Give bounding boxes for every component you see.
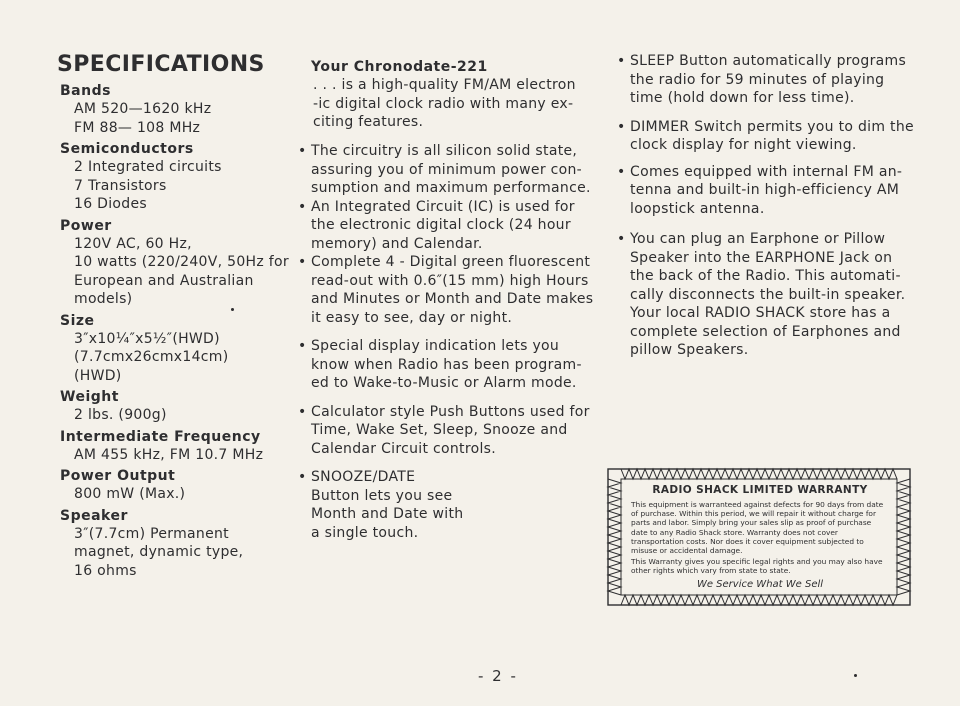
bullet-dot: • <box>298 338 307 354</box>
bullet-line: cally disconnects the built-in speaker. <box>630 286 906 303</box>
bullet-line: memory) and Calendar. <box>311 235 483 252</box>
bullet-line: Button lets you see <box>311 487 453 504</box>
bullet-line: clock display for night viewing. <box>630 137 857 153</box>
bullet-line: You can plug an Earphone or Pillow <box>630 231 886 247</box>
bullet-text <box>311 253 608 327</box>
print-speck <box>231 308 234 311</box>
bullet-text <box>630 163 937 219</box>
bullet-dot: • <box>298 403 307 420</box>
features-column-2 <box>298 142 608 542</box>
warranty-legal-text: This Warranty gives you specific legal rights and you may also have other rights which vary from state to state. <box>631 557 883 576</box>
bullet-line: The circuitry is all silicon solid state, <box>311 143 578 159</box>
spec-value: 2 lbs. (900g) <box>74 407 167 423</box>
feature-bullet <box>298 253 608 327</box>
warranty-content <box>631 484 889 590</box>
bullet-line: tenna and built-in high-efficiency AM <box>630 182 900 198</box>
bullet-text <box>311 403 608 459</box>
page-number: - 2 - <box>478 667 518 685</box>
spec-heading: Bands <box>60 83 111 99</box>
spec-value: FM 88— 108 MHz <box>74 119 201 136</box>
intro-line: citing features. <box>313 114 424 130</box>
bullet-line: Complete 4 - Digital green fluorescent <box>311 254 591 270</box>
feature-bullet <box>298 198 608 254</box>
bullet-line: complete selection of Earphones and <box>630 323 901 340</box>
bullet-line: Comes equipped with internal FM an- <box>630 163 903 180</box>
spec-value: models) <box>74 291 133 307</box>
spec-group <box>60 507 292 581</box>
spec-group <box>60 312 292 386</box>
spec-value: 7 Transistors <box>74 177 167 194</box>
spec-value: 16 ohms <box>74 562 137 579</box>
intro-line: -ic digital clock radio with many ex- <box>313 95 574 112</box>
bullet-text <box>311 142 608 198</box>
specifications-list <box>60 82 292 583</box>
bullet-line: a single touch. <box>311 524 419 541</box>
bullet-line: Your local RADIO SHACK store has a <box>630 305 891 321</box>
spec-value: European and Australian <box>74 272 254 289</box>
bullet-dot: • <box>298 143 307 159</box>
bullet-dot: • <box>298 254 307 270</box>
spec-value: magnet, dynamic type, <box>74 544 244 560</box>
spec-value: 2 Integrated circuits <box>74 159 222 175</box>
bullet-text <box>311 198 608 254</box>
bullet-line: Calculator style Push Buttons used for <box>311 403 590 420</box>
print-speck <box>854 674 857 677</box>
intro-line: . . . is a high-quality FM/AM electron <box>313 77 576 93</box>
product-title: Your Chronodate-221 <box>311 59 488 75</box>
bullet-line: assuring you of minimum power con- <box>311 161 583 178</box>
bullet-dot: • <box>298 198 307 215</box>
spec-group <box>60 217 292 309</box>
bullet-line: ed to Wake-to-Music or Alarm mode. <box>311 375 577 391</box>
spec-value: (7.7cmx26cmx14cm) <box>74 349 229 365</box>
bullet-dot: • <box>298 469 307 485</box>
bullet-text <box>630 118 937 155</box>
bullet-line: know when Radio has been program- <box>311 356 582 373</box>
spec-group <box>60 82 292 137</box>
spec-value: 10 watts (220/240V, 50Hz for <box>74 254 289 270</box>
spec-value: 800 mW (Max.) <box>74 486 186 502</box>
spec-heading: Speaker <box>60 507 128 524</box>
bullet-line: and Minutes or Month and Date makes <box>311 291 594 307</box>
bullet-line: the radio for 59 minutes of playing <box>630 71 885 88</box>
bullet-line: Speaker into the EARPHONE Jack on <box>630 249 893 266</box>
spec-heading: Size <box>60 312 95 329</box>
bullet-text <box>311 468 608 542</box>
bullet-line: it easy to see, day or night. <box>311 309 513 326</box>
spec-value: 16 Diodes <box>74 196 147 212</box>
feature-bullet <box>298 337 608 393</box>
feature-bullet <box>298 142 608 198</box>
spec-heading: Power <box>60 217 112 234</box>
bullet-dot: • <box>617 163 626 180</box>
bullet-dot: • <box>617 118 626 135</box>
spec-value: 120V AC, 60 Hz, <box>74 235 192 252</box>
bullet-line: An Integrated Circuit (IC) is used for <box>311 198 575 215</box>
bullet-text <box>311 337 608 393</box>
bullet-line: time (hold down for less time). <box>630 90 855 106</box>
bullet-line: the back of the Radio. This automati- <box>630 268 901 284</box>
bullet-line: SLEEP Button automatically programs <box>630 53 907 69</box>
spec-group <box>60 388 292 425</box>
spec-heading: Power Output <box>60 468 176 484</box>
bullet-line: the electronic digital clock (24 hour <box>311 217 571 233</box>
spec-group <box>60 140 292 214</box>
feature-bullet <box>617 52 937 108</box>
spec-group <box>60 467 292 504</box>
bullet-line: loopstick antenna. <box>630 200 765 217</box>
bullet-dot: • <box>617 231 626 247</box>
bullet-line: DIMMER Switch permits you to dim the <box>630 118 914 135</box>
spec-heading: Intermediate Frequency <box>60 428 261 445</box>
bullet-line: SNOOZE/DATE <box>311 469 416 485</box>
bullet-line: pillow Speakers. <box>630 342 749 358</box>
feature-bullet <box>298 468 608 542</box>
specifications-title: SPECIFICATIONS <box>57 52 265 77</box>
feature-bullet <box>298 403 608 459</box>
feature-bullet <box>617 230 937 360</box>
bullet-line: Month and Date with <box>311 506 464 522</box>
bullet-line: Special display indication lets you <box>311 338 560 354</box>
bullet-dot: • <box>617 53 626 69</box>
bullet-line: Time, Wake Set, Sleep, Snooze and <box>311 422 568 438</box>
warranty-slogan: We Service What We Sell <box>696 578 824 590</box>
bullet-text <box>630 230 937 360</box>
spec-heading: Weight <box>60 389 119 405</box>
warranty-text: This equipment is warranteed against defects for 90 days from date of purchase. Within this period, we will repair it without charge for parts and labor. Simply bring your sales slip as proof of purchase date to any Radio Shack store. Warranty does not cover transportation costs. Nor does it cover equipment subjected to misuse or accidental damage. <box>631 500 884 556</box>
spec-value: 3″(7.7cm) Permanent <box>74 525 229 542</box>
spec-heading: Semiconductors <box>60 141 194 157</box>
bullet-line: Calendar Circuit controls. <box>311 440 496 457</box>
bullet-line: read-out with 0.6″(15 mm) high Hours <box>311 272 589 289</box>
spec-value: AM 520—1620 kHz <box>74 101 212 117</box>
spec-group <box>60 428 292 465</box>
spec-value: 3″x10¼″x5½″(HWD) <box>74 330 220 347</box>
warranty-title: RADIO SHACK LIMITED WARRANTY <box>652 484 868 496</box>
feature-bullet <box>617 163 937 219</box>
bullet-line: sumption and maximum performance. <box>311 180 591 196</box>
bullet-text <box>630 52 937 108</box>
warranty-box <box>605 466 913 608</box>
feature-bullet <box>617 118 937 155</box>
intro-block <box>311 58 611 132</box>
spec-value: AM 455 kHz, FM 10.7 MHz <box>74 446 264 463</box>
features-column-3 <box>617 52 937 360</box>
spec-value: (HWD) <box>74 367 122 384</box>
